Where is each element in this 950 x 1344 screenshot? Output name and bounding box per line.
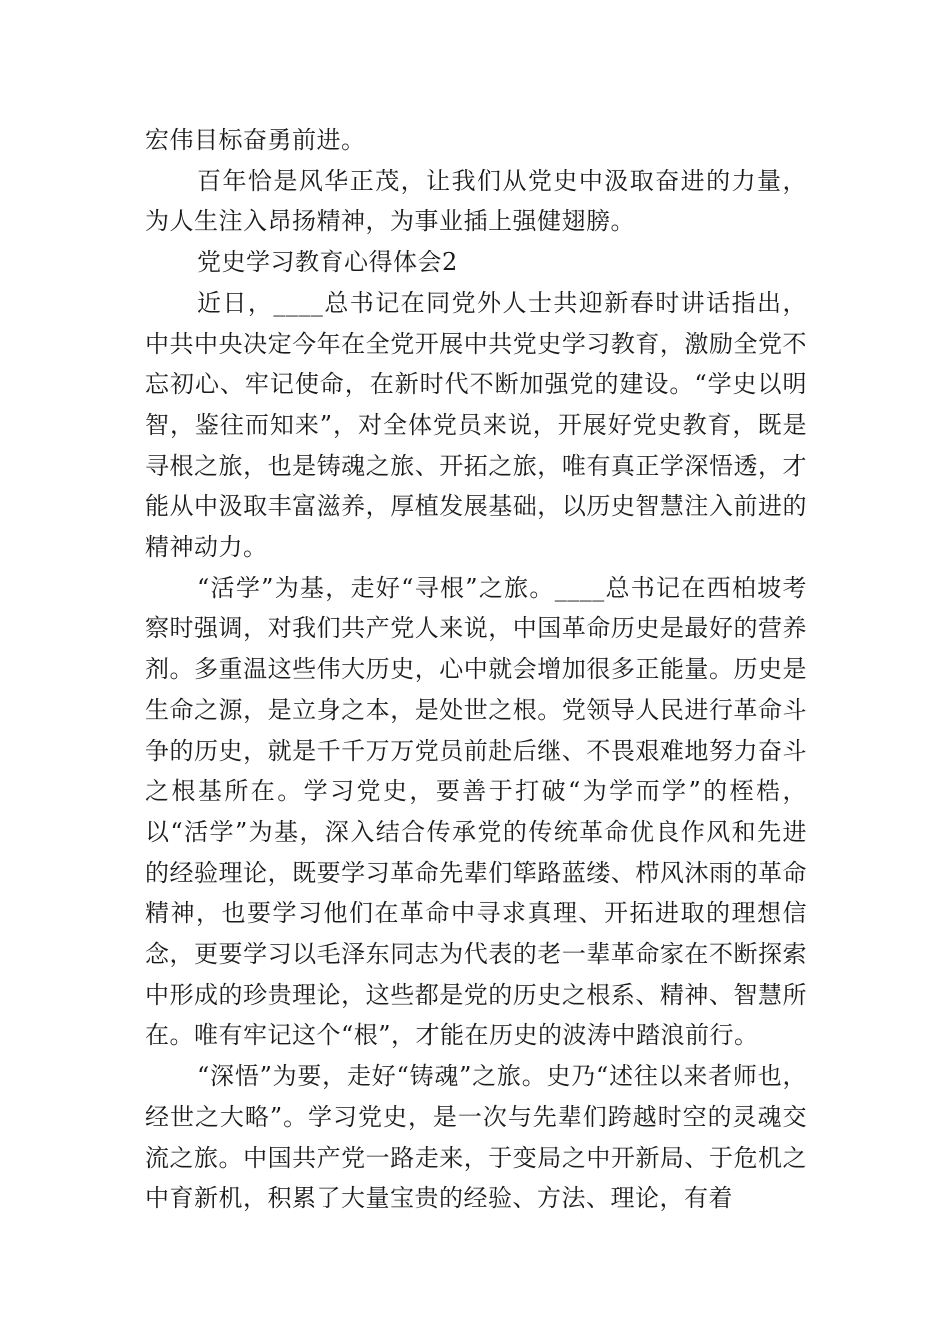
paragraph-root-journey: “活学”为基，走好“寻根”之旅。____总书记在西柏坡考察时强调，对我们共产党人来说，中国革命历史是最好的营养剂。多重温这些伟大历史，心中就会增加很多正能量。历史是生命之源，是立身之本，是处世之根。党领导人民进行革命斗争的历史，就是千千万万党员前赴后继、不畏艰难地努力奋斗之根基所在。学习党史，要善于打破“为学而学”的桎梏，以“活学”为基，深入结合传承党的传统革命优良作风和先进的经验理论，既要学习革命先辈们筚路蓝缕、栉风沐雨的革命精神，也要学习他们在革命中寻求真理、开拓进取的理想信念，更要学习以毛泽东同志为代表的老一辈革命家在不断探索中形成的珍贵理论，这些都是党的历史之根系、精神、智慧所在。唯有牢记这个“根”，才能在历史的波涛中踏浪前行。 <box>145 573 807 1050</box>
section-heading: 党史学习教育心得体会2 <box>197 248 458 277</box>
paragraph-soul-journey: “深悟”为要，走好“铸魂”之旅。史乃“述往以来者师也，经世之大略”。学习党史，是一次与先辈们跨越时空的灵魂交流之旅。中国共产党一路走来，于变局之中开新局、于危机之中育新机，积累了大量宝贵的经验、方法、理论，有着 <box>145 1062 807 1213</box>
paragraph-intro: 近日，____总书记在同党外人士共迎新春时讲话指出，中共中央决定今年在全党开展中共党史学习教育，激励全党不忘初心、牢记使命，在新时代不断加强党的建设。“学史以明智，鉴往而知来”，对全体党员来说，开展好党史教育，既是寻根之旅，也是铸魂之旅、开拓之旅，唯有真正学深悟透，才能从中汲取丰富滋养，厚植发展基础，以历史智慧注入前进的精神动力。 <box>145 288 807 562</box>
paragraph-conclusion: 百年恰是风华正茂，让我们从党史中汲取奋进的力量，为人生注入昂扬精神，为事业插上强健翅膀。 <box>145 166 807 236</box>
document-body <box>145 120 807 1219</box>
paragraph-continuation: 宏伟目标奋勇前进。 <box>145 126 366 154</box>
